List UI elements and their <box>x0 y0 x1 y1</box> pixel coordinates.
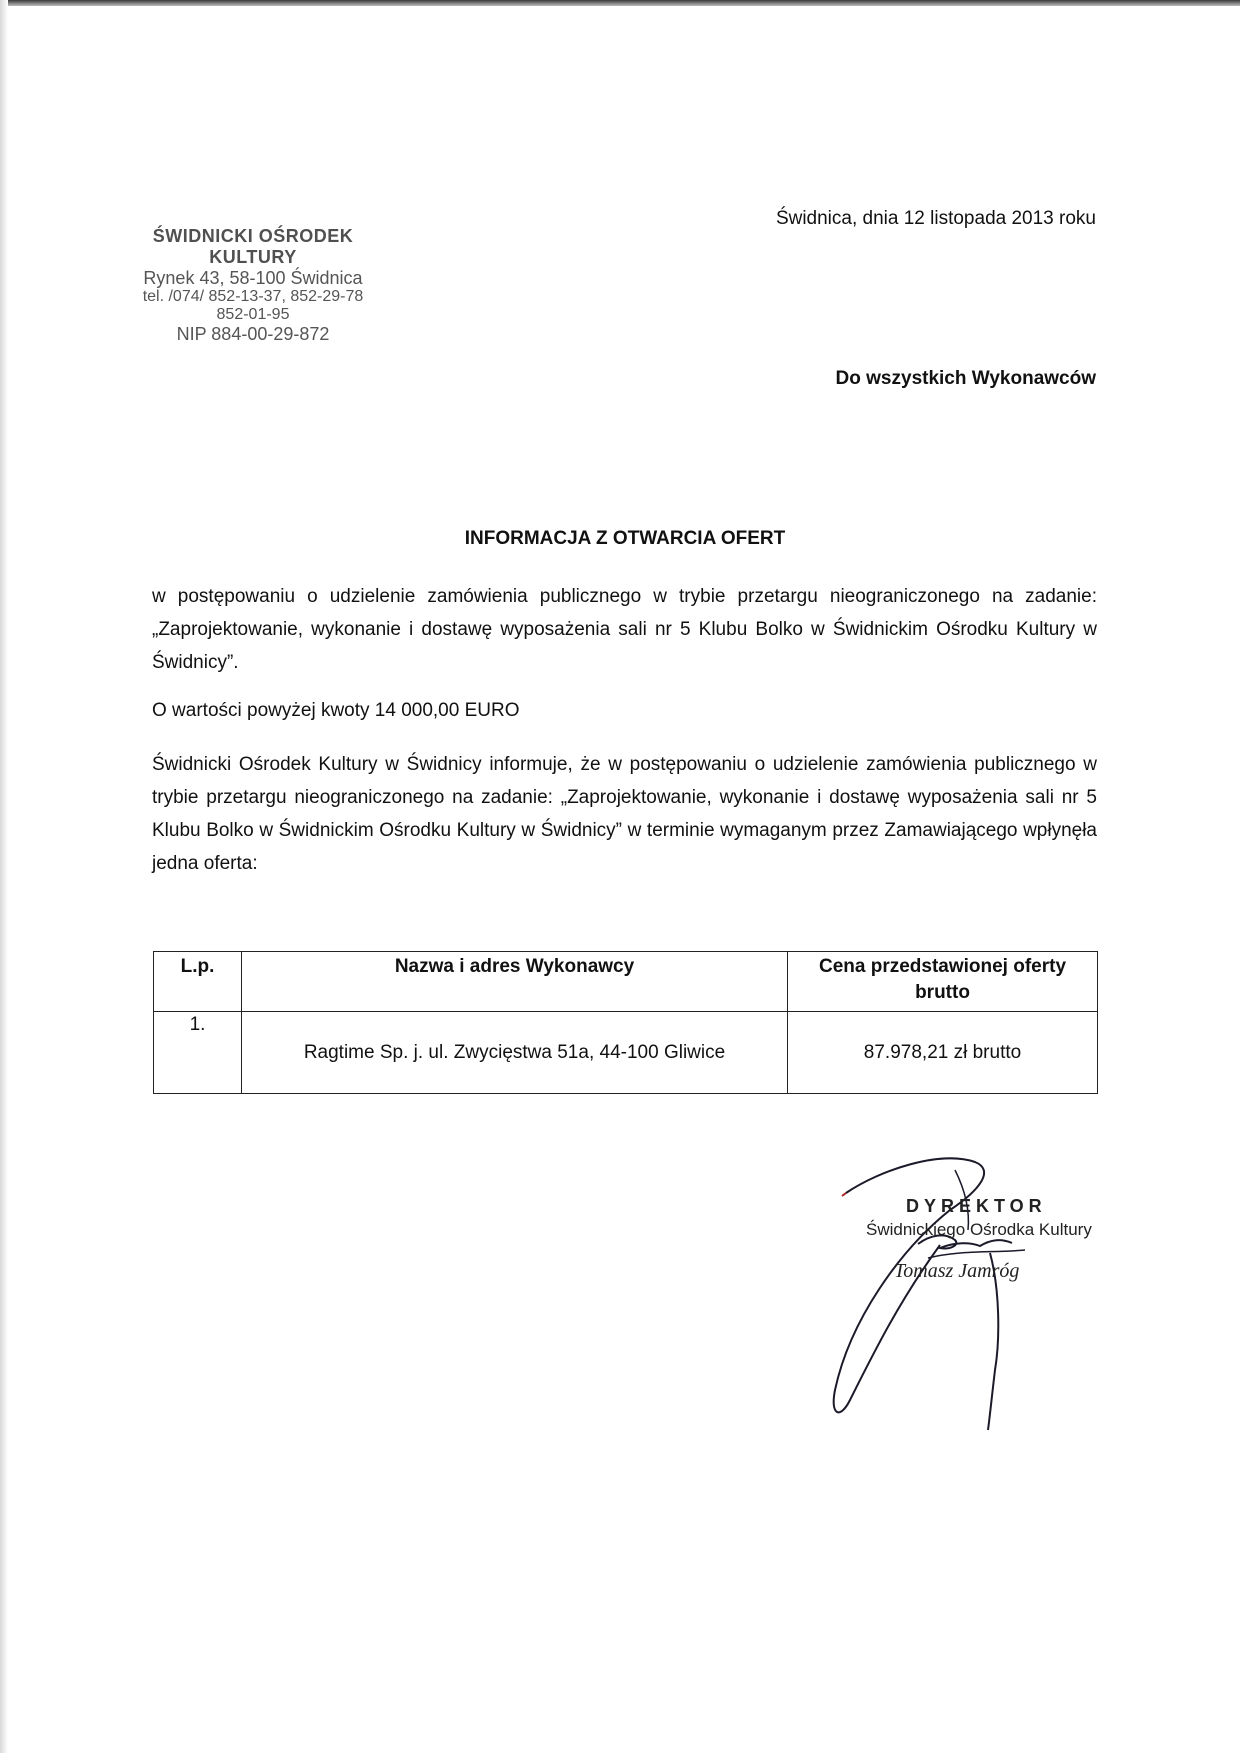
stamp-phone: tel. /074/ 852-13-37, 852-29-78 <box>142 288 364 305</box>
header-price: Cena przedstawionej oferty brutto <box>788 952 1098 1012</box>
handwritten-signature <box>780 1150 1120 1450</box>
paragraph-value-threshold: O wartości powyżej kwoty 14 000,00 EURO <box>152 700 520 721</box>
stamp-nip: NIP 884-00-29-872 <box>176 324 330 344</box>
document-date: Świdnica, dnia 12 listopada 2013 roku <box>775 208 1096 229</box>
paragraph-information-rest: publicznego w trybie przetargu nieograniczonego na zadanie: „Zaprojektowanie, wykonanie i dostawę wyposażenia sali nr 5 Klubu Bolko w Świdnickim Ośrodku Kultury w Świdnicy” w terminie wymaganym przez Zamawiającego wpłynęła jedna oferta: <box>152 754 1097 874</box>
offers-table <box>153 951 1098 1094</box>
paragraph-proceedings: w postępowaniu o udzielenie zamówienia publicznego w trybie przetargu nieograniczonego na zadanie: „Zaprojektowanie, wykonanie i dostawę wyposażenia sali nr 5 Klubu Bolko w Świdnickim Ośrodku Kultury w Świdnicy”. <box>152 586 1097 673</box>
recipient-line: Do wszystkich Wykonawców <box>835 368 1096 389</box>
document-title: INFORMACJA Z OTWARCIA OFERT <box>464 528 786 549</box>
stamp-phone-2: 852-01-95 <box>216 306 290 323</box>
signature-title: DYREKTOR <box>906 1196 1047 1216</box>
signature-person: Tomasz Jamróg <box>894 1260 1020 1282</box>
paragraph-information <box>152 748 1097 880</box>
table-header-row <box>154 952 1098 1012</box>
header-lp: L.p. <box>154 952 242 1012</box>
paragraph-information-lead: Świdnicki Ośrodek Kultury w Świdnicy informuje, że w postępowaniu o udzielenie zamówienia <box>152 754 967 775</box>
header-contractor: Nazwa i adres Wykonawcy <box>242 952 788 1012</box>
signature-block <box>780 1150 1120 1450</box>
cell-lp: 1. <box>154 1012 242 1094</box>
stamp-address: Rynek 43, 58-100 Świdnica <box>143 268 363 288</box>
scan-edge-left <box>0 0 8 1753</box>
cell-price: 87.978,21 zł brutto <box>788 1012 1098 1094</box>
cell-contractor: Ragtime Sp. j. ul. Zwycięstwa 51a, 44-100 Gliwice <box>242 1012 788 1094</box>
organization-stamp <box>108 226 398 344</box>
table-row <box>154 1012 1098 1094</box>
signature-organization: Świdnickiego Ośrodka Kultury <box>866 1220 1092 1239</box>
scan-edge-top <box>0 0 1240 6</box>
stamp-name: ŚWIDNICKI OŚRODEK KULTURY <box>152 226 354 267</box>
